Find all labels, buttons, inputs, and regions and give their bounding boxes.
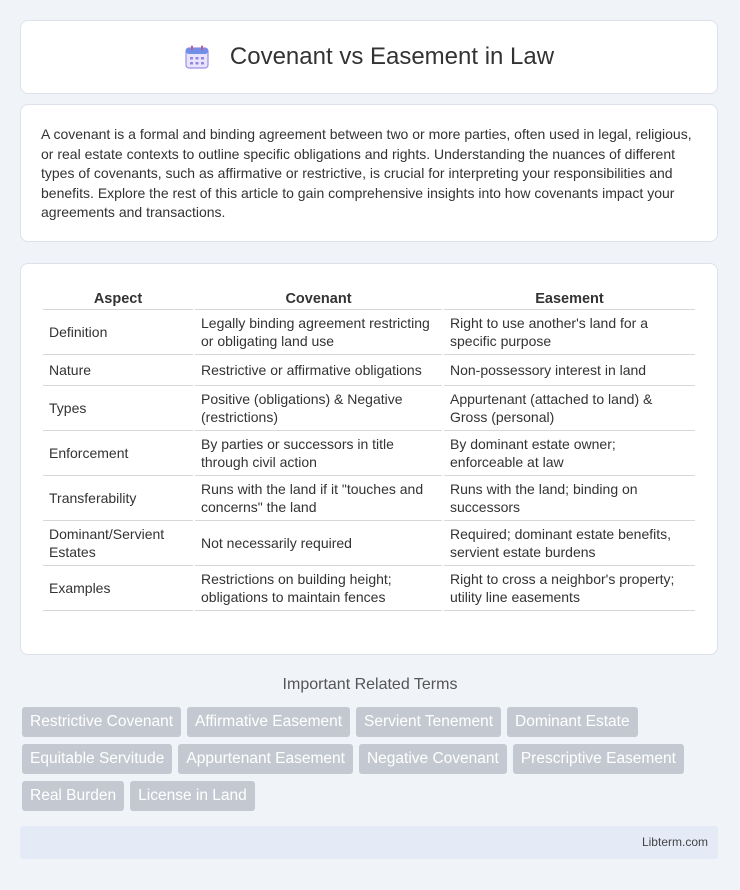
tag-real-burden[interactable]: Real Burden [22,781,124,811]
cell-covenant: Positive (obligations) & Negative (restrictions) [195,386,442,431]
intro-paragraph: A covenant is a formal and binding agreement between two or more parties, often used in legal, religious, or real estate contexts to outline specific obligations and rights. Understanding the nuances of different types of covenants, such as affirmative or restrictive, is crucial for interpreting your responsibilities and benefits. Explore the rest of this article to gain comprehensive insights into how covenants impact your agreements and transactions. [41,126,692,220]
cell-covenant: Restrictions on building height; obligations to maintain fences [195,566,442,611]
cell-easement: Runs with the land; binding on successors [444,476,695,521]
cell-easement: By dominant estate owner; enforceable at law [444,431,695,476]
cell-covenant: By parties or successors in title through civil action [195,431,442,476]
cell-aspect: Enforcement [43,431,193,476]
table-header-row [43,284,695,310]
tag-restrictive-covenant[interactable]: Restrictive Covenant [22,707,181,737]
tag-negative-covenant[interactable]: Negative Covenant [359,744,507,774]
tag-dominant-estate[interactable]: Dominant Estate [507,707,638,737]
tag-appurtenant-easement[interactable]: Appurtenant Easement [178,744,353,774]
tag-row [22,781,722,811]
title-wrap [184,43,554,71]
related-terms-tags [22,707,722,818]
intro-card [20,104,718,242]
table-row [43,355,695,386]
tag-license-in-land[interactable]: License in Land [130,781,255,811]
tag-row [22,707,722,737]
comparison-table-card [20,263,718,655]
cell-covenant: Not necessarily required [195,521,442,566]
page-title: Covenant vs Easement in Law [229,43,555,70]
header-covenant: Covenant [195,284,442,310]
cell-aspect: Types [43,386,193,431]
related-terms-title: Important Related Terms [282,676,458,693]
tag-affirmative-easement[interactable]: Affirmative Easement [187,707,350,737]
tag-row [22,744,722,774]
table-row [43,566,695,611]
cell-easement: Non-possessory interest in land [444,355,695,386]
table-row [43,431,695,476]
table-row [43,476,695,521]
header-card [20,20,718,94]
table-row [43,386,695,431]
comparison-table [41,284,697,611]
cell-aspect: Dominant/Servient Estates [43,521,193,566]
cell-covenant: Restrictive or affirmative obligations [195,355,442,386]
footer-site-link[interactable]: Libterm.com [641,835,708,849]
header-aspect: Aspect [43,284,193,310]
cell-aspect: Nature [43,355,193,386]
cell-aspect: Transferability [43,476,193,521]
tag-prescriptive-easement[interactable]: Prescriptive Easement [513,744,684,774]
cell-covenant: Legally binding agreement restricting or obligating land use [195,310,442,355]
cell-easement: Right to cross a neighbor's property; utility line easements [444,566,695,611]
header-easement: Easement [444,284,695,310]
cell-easement: Right to use another's land for a specific purpose [444,310,695,355]
cell-aspect: Examples [43,566,193,611]
tag-equitable-servitude[interactable]: Equitable Servitude [22,744,172,774]
cell-aspect: Definition [43,310,193,355]
cell-easement: Required; dominant estate benefits, servient estate burdens [444,521,695,566]
table-row [43,521,695,566]
table-row [43,310,695,355]
calendar-icon [184,44,210,70]
footer [20,826,718,859]
cell-easement: Appurtenant (attached to land) & Gross (personal) [444,386,695,431]
tag-servient-tenement[interactable]: Servient Tenement [356,707,501,737]
cell-covenant: Runs with the land if it "touches and concerns" the land [195,476,442,521]
